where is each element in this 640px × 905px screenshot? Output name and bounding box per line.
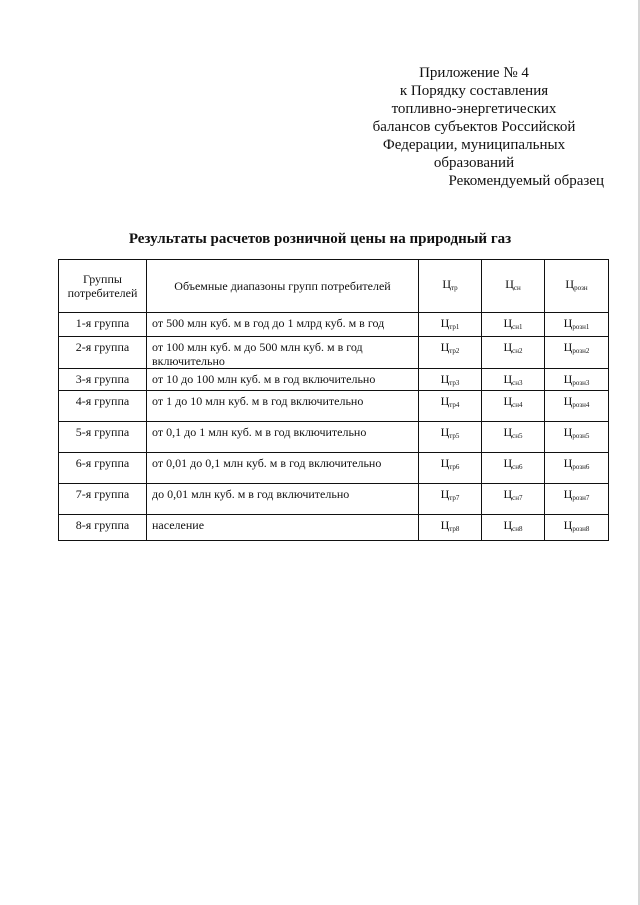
value-cell-c3: $Ц_{розн6}$ [545,453,609,484]
value-cell-c2: $Ц_{сн8}$ [482,515,545,541]
header-c-rozn: $Ц_{розн}$ [545,260,609,313]
header-line: Приложение № 4 [419,65,529,81]
value-cell-c1: $Ц_{тр2}$ [419,337,482,369]
value-cell-c3: $Ц_{розн1}$ [545,313,609,337]
group-cell: 3-я группа [59,369,147,391]
value-cell-c3: $Ц_{розн7}$ [545,484,609,515]
header-line: балансов субъектов Российской [372,119,576,135]
range-cell: от 500 млн куб. м в год до 1 млрд куб. м в год [147,313,419,337]
value-cell-c1: $Ц_{тр6}$ [419,453,482,484]
value-cell-c1: $Ц_{тр8}$ [419,515,482,541]
table-row [59,391,609,422]
range-cell: от 0,1 до 1 млн куб. м в год включительно [147,422,419,453]
value-cell-c1: $Ц_{тр5}$ [419,422,482,453]
header-c-sn: $Ц_{сн}$ [482,260,545,313]
value-cell-c1: $Ц_{тр1}$ [419,313,482,337]
table-row [59,337,609,369]
value-cell-c1: $Ц_{тр4}$ [419,391,482,422]
range-cell: от 0,01 до 0,1 млн куб. м в год включительно [147,453,419,484]
document-title: Результаты расчетов розничной цены на природный газ [128,231,512,247]
value-cell-c3: $Ц_{розн8}$ [545,515,609,541]
table-row [59,515,609,541]
header-line: топливно-энергетических [391,101,557,117]
table-row [59,369,609,391]
range-cell: население [147,515,419,541]
table-row [59,484,609,515]
header-line: к Порядку составления [399,83,549,99]
group-cell: 8-я группа [59,515,147,541]
range-cell: от 1 до 10 млн куб. м в год включительно [147,391,419,422]
value-cell-c3: $Ц_{розн5}$ [545,422,609,453]
table-header-row [59,260,609,313]
group-cell: 5-я группа [59,422,147,453]
value-cell-c3: $Ц_{розн2}$ [545,337,609,369]
header-group: Группы потребителей [59,260,147,313]
table-row [59,422,609,453]
value-cell-c2: $Ц_{сн3}$ [482,369,545,391]
group-cell: 4-я группа [59,391,147,422]
header-line: образований [433,155,515,171]
appendix-header [344,64,604,190]
table-row [59,313,609,337]
value-cell-c3: $Ц_{розн4}$ [545,391,609,422]
group-cell: 1-я группа [59,313,147,337]
value-cell-c2: $Ц_{сн5}$ [482,422,545,453]
group-cell: 2-я группа [59,337,147,369]
value-cell-c3: $Ц_{розн3}$ [545,369,609,391]
sample-label: Рекомендуемый образец [448,173,604,189]
value-cell-c2: $Ц_{сн2}$ [482,337,545,369]
table-row [59,453,609,484]
value-cell-c2: $Ц_{сн4}$ [482,391,545,422]
group-cell: 6-я группа [59,453,147,484]
header-line: Федерации, муниципальных [382,137,566,153]
value-cell-c1: $Ц_{тр3}$ [419,369,482,391]
group-cell: 7-я группа [59,484,147,515]
range-cell: до 0,01 млн куб. м в год включительно [147,484,419,515]
header-ranges: Объемные диапазоны групп потребителей [147,260,419,313]
value-cell-c2: $Ц_{сн6}$ [482,453,545,484]
value-cell-c1: $Ц_{тр7}$ [419,484,482,515]
range-cell: от 100 млн куб. м до 500 млн куб. м в год включительно [147,337,419,369]
value-cell-c2: $Ц_{сн1}$ [482,313,545,337]
value-cell-c2: $Ц_{сн7}$ [482,484,545,515]
price-table [58,259,609,541]
range-cell: от 10 до 100 млн куб. м в год включительно [147,369,419,391]
header-c-tr: $Ц_{тр}$ [419,260,482,313]
